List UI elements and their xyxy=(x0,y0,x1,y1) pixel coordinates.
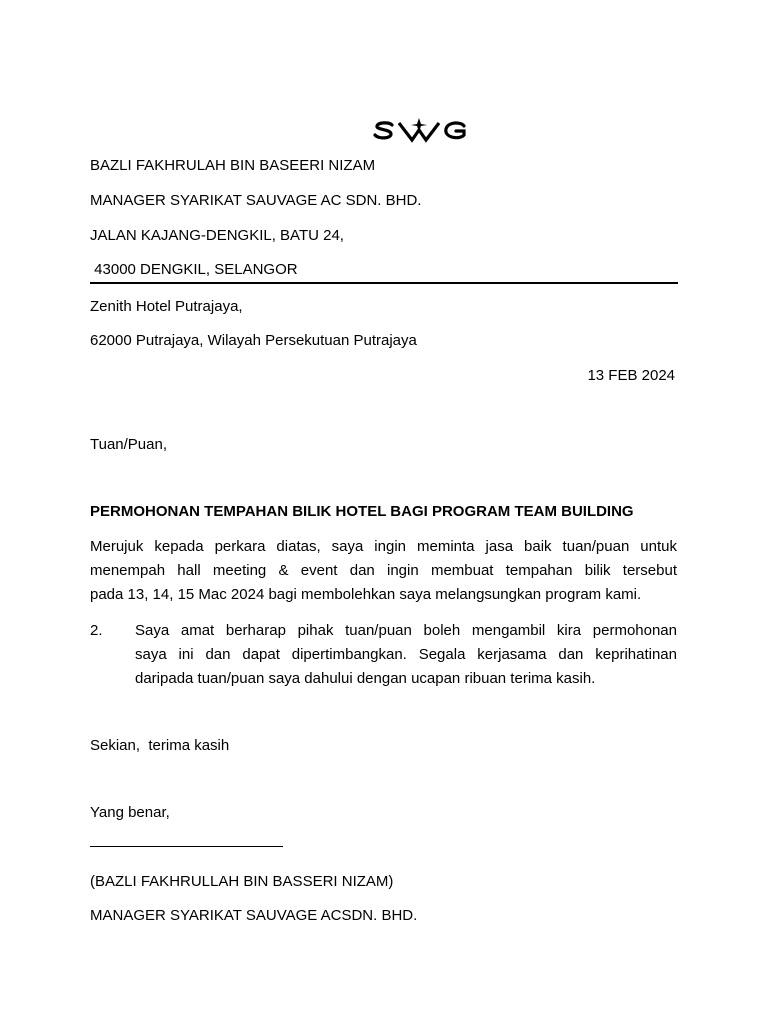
closing: Sekian, terima kasih xyxy=(90,737,230,754)
sender-address-line-2: 43000 DENGKIL, SELANGOR xyxy=(90,261,298,278)
sender-company: MANAGER SYARIKAT SAUVAGE AC SDN. BHD. xyxy=(90,192,422,209)
salutation: Tuan/Puan, xyxy=(90,436,167,453)
svg-star-logo-icon xyxy=(372,116,468,144)
paragraph-2-line: saya ini dan dapat dipertimbangkan. Segala kerjasama dan keprihatinan xyxy=(135,646,677,663)
recipient-address: 62000 Putrajaya, Wilayah Persekutuan Putrajaya xyxy=(90,332,417,349)
sign-off: Yang benar, xyxy=(90,804,170,821)
paragraph-2-line: Saya amat berharap pihak tuan/puan boleh mengambil kira permohonan xyxy=(135,622,677,639)
paragraph-1-line: pada 13, 14, 15 Mac 2024 bagi membolehkan saya melangsungkan program kami. xyxy=(90,586,642,603)
signature-name: (BAZLI FAKHRULLAH BIN BASSERI NIZAM) xyxy=(90,873,394,890)
paragraph-2-line: daripada tuan/puan saya dahului dengan ucapan ribuan terima kasih. xyxy=(135,670,596,687)
paragraph-2-body xyxy=(135,619,677,691)
paragraph-2-number: 2. xyxy=(90,622,103,639)
letter-date: 13 FEB 2024 xyxy=(587,367,675,384)
paragraph-1-line: Merujuk kepada perkara diatas, saya ingin meminta jasa baik tuan/puan untuk xyxy=(90,538,677,555)
signature-title: MANAGER SYARIKAT SAUVAGE ACSDN. BHD. xyxy=(90,907,418,924)
letter-subject: PERMOHONAN TEMPAHAN BILIK HOTEL BAGI PROGRAM TEAM BUILDING xyxy=(90,503,634,520)
paragraph-1-line: menempah hall meeting & event dan ingin membuat tempahan bilik tersebut xyxy=(90,562,677,579)
paragraph-1 xyxy=(90,535,677,607)
recipient-name: Zenith Hotel Putrajaya, xyxy=(90,298,243,315)
header-divider xyxy=(90,282,678,284)
sender-address-line-1: JALAN KAJANG-DENGKIL, BATU 24, xyxy=(90,227,344,244)
sender-name: BAZLI FAKHRULAH BIN BASEERI NIZAM xyxy=(90,157,376,174)
signature-line xyxy=(90,846,283,847)
